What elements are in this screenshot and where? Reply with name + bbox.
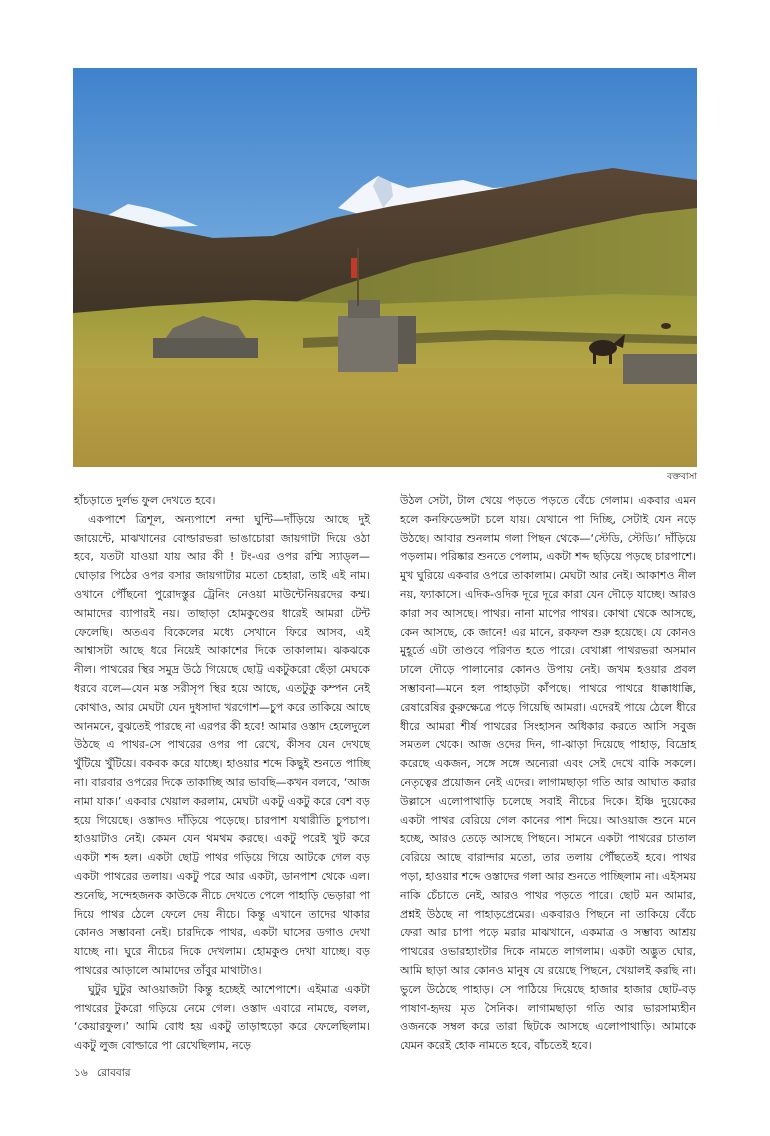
page-footer	[74, 1066, 137, 1080]
photo-caption: বক্তবাসা	[667, 472, 697, 482]
paragraph: ঘুটুর ঘুটুর আওয়াজটা কিন্তু হচ্ছেই আশেপাশে। এইমাত্র একটা পাথরের টুকরো গড়িয়ে নেমে গেল। ওস্তাদ এবারে নামছে, বলল, ‘কেয়ারফুল।’ আমি বোধ হয় একটু তাড়াহুড়ো করে ফেলেছিলাম। একটু লুজ বোল্ডারে পা রেখেছিলাম, নড়ে	[74, 982, 370, 1053]
paragraph: একপাশে ত্রিশূল, অন্যপাশে নন্দা ঘুন্টি—দাঁড়িয়ে আছে দুই জায়েন্টে, মাঝখানের বোল্ডারভরা ভাঙাচোরা জায়গাটা দিয়ে ওঠা হবে, যতটা যাওয়া যায় আর কী ! টং-এর ওপর রশ্মি স্যাড্‌ল—ঘোড়ার পিঠের ওপর বসার জায়গাটার মতো চেহারা, তাই এই নাম। ওখানে পৌঁছনো পুরোদস্তুর ট্রেনিং নেওয়া মাউন্টেনিয়রদের কম্ম। আমাদের ব্যাপারই নয়। তাছাড়া হোমকুণ্ডের ধারেই আমরা টেন্ট ফেলেছি। অতএব বিকেলের মধ্যে সেখানে ফিরে আসব, এই আশ্বাসটা আছে ধরে নিয়েই আকাশের দিকে তাকালাম। ঝকঝকে নীল। পাথরের স্থির সমুদ্র উঠে গিয়েছে ছোট্ট একটুকরো ছেঁড়া মেঘকে ধরবে বলে—যেন মস্ত সরীসৃপ স্থির হয়ে আছে, এতটুকু কম্পন নেই কোথাও, আর মেঘটা যেন দুধসাদা খরগোশ—চুপ করে তাকিয়ে আছে আনমনে, বুঝতেই পারছে না এরপর কী হবে! আমার ওস্তাদ হেলেদুলে উঠছে এ পাথর-সে পাথরের ওপর পা রেখে, কীসব যেন দেখছে খুঁটিয়ে খুঁটিয়ে। বকবক করে যাচ্ছে। হাওয়ার শব্দে কিছুই শুনতে পাচ্ছি না। বারবার ওপরের দিকে তাকাচ্ছি আর ভাবছি—কখন বলবে, ‘আজ নামা যাক।’ একবার খেয়াল করলাম, মেঘটা একটু একটু করে বেশ বড় হয়ে গিয়েছে। ওস্তাদও দাঁড়িয়ে পড়েছে। চারপাশ যথারীতি চুপচাপ। হাওয়াটাও নেই। কেমন যেন থমথম করছে। একটু পরেই খুট করে একটা শব্দ হল। একটা ছোট্ট পাথর গড়িয়ে গিয়ে আটকে গেল বড় একটা পাথরের তলায়। একটু পরে আর একটা, ডানপাশ থেকে এল। শুনেছি, সন্দেহজনক কাউকে নীচে দেখতে পেলে পাহাড়ি ভেড়ারা পা দিয়ে পাথর ঠেলে ফেলে দেয় নীচে। কিন্তু এখানে তাদের থাকার কোনও সম্ভাবনা নেই। চারদিকে পাথর, একটা ঘাসের ডগাও দেখা যাচ্ছে না। ঘুরে নীচের দিকে দেখলাম। হোমকুণ্ড দেখা যাচ্ছে। বড় পাথরের আড়ালে আমাদের তাঁবুর মাথাটাও।	[74, 512, 370, 977]
landscape-photo	[73, 68, 697, 467]
article-column-right	[400, 492, 696, 1062]
article-column-left	[74, 492, 370, 1062]
page-number: ১৬	[74, 1067, 88, 1079]
paragraph: হাঁচড়াতে দুর্লভ ফুল দেখতে হবে।	[74, 494, 216, 507]
paragraph: উঠল সেটা, টাল খেয়ে পড়তে পড়তে বেঁচে গেলাম। একবার এমন হলে কনফিডেন্সটা চলে যায়। যেখানে পা দিচ্ছি, সেটাই যেন নড়ে উঠছে। আবার শুনলাম গলা পিছন থেকে—‘স্টেডি, স্টেডি।’ দাঁড়িয়ে পড়লাম। পরিষ্কার শুনতে পেলাম, একটা শব্দ ছড়িয়ে পড়ছে চারপাশে। মুখ ঘুরিয়ে একবার ওপরে তাকালাম। মেঘটা আর নেই। আকাশও নীল নয়, ফ্যাকাসে। এদিক-ওদিক দূরে দূরে কারা যেন দৌড়ে যাচ্ছে। আরও কারা সব আসছে। পাথর। নানা মাপের পাথর। কোথা থেকে আসছে, কেন আসছে, কে জানে! এর মানে, রকফল শুরু হয়েছে। যে কোনও মুহূর্তে এটা তাণ্ডবে পরিণত হতে পারে। বেখাপ্পা পাথরভরা অসমান ঢালে দৌড়ে পালানোর কোনও উপায় নেই। জখম হওয়ার প্রবল সম্ভাবনা—মনে হল পাহাড়টা কাঁপছে। পাথরে পাথরে ধাক্কাধাক্কি, রেষারেষির কুরুক্ষেত্রে পড়ে গিয়েছি আমরা। এদেরই পায়ে ঠেলে ধীরে ধীরে আমরা শীর্ষ পাথরের সিংহাসন অধিকার করতে আসি সবুজ সমতল থেকে। আজ ওদের দিন, গা-ঝাড়া দিয়েছে পাহাড়, বিদ্রোহ করেছে একজন, সঙ্গে সঙ্গে অন্যেরা এবং সেই দেখে বাকি সকলে। নেতৃত্বের প্রয়োজন নেই এদের। লাগামছাড়া গতি আর আঘাত করার উল্লাসে এলোপাথাড়ি চলেছে সবাই নীচের দিকে। ইঞ্চি দুয়েকের একটা পাথর বেরিয়ে গেল কানের পাশ দিয়ে। আওয়াজ শুনে মনে হচ্ছে, আরও তেড়ে আসছে পিছনে। সামনে একটা পাথরের চাতাল বেরিয়ে আছে বারান্দার মতো, তার তলায় পৌঁছতেই হবে। পাথর পড়া, হাওয়ার শব্দে ওস্তাদের গলা আর শুনতে পাচ্ছিলাম না। এইসময় নাকি চেঁচাতে নেই, আরও পাথর পড়তে পারে। ছোট মন আমার, প্রশ্নই উঠছে না পাহাড়প্রেমের। একবারও পিছনে না তাকিয়ে বেঁচে ফেরা আর চাপা পড়ে মরার মাঝখানে, একমাত্র ও সম্ভাব্য আশ্রয় পাথরের ওভারহ্যাংটার দিকে নামতে লাগলাম। একটা অদ্ভুত ঘোর, আমি ছাড়া আর কোনও মানুষ যে রয়েছে পিছনে, খেয়ালই করছি না। ভুলে উঠেছে পাহাড়। সে পাঠিয়ে দিয়েছে হাজার হাজার ছোট-বড় পাষাণ-হৃদয় মৃত সৈনিক। লাগামছাড়া গতি আর ভারসাম্যহীন ওজনকে সম্বল করে তারা ছিটকে আসছে এলোপাথাড়ি। আমাকে যেমন করেই হোক নামতে হবে, বাঁচতেই হবে।	[400, 494, 696, 1053]
magazine-name: রোববার	[96, 1067, 131, 1079]
